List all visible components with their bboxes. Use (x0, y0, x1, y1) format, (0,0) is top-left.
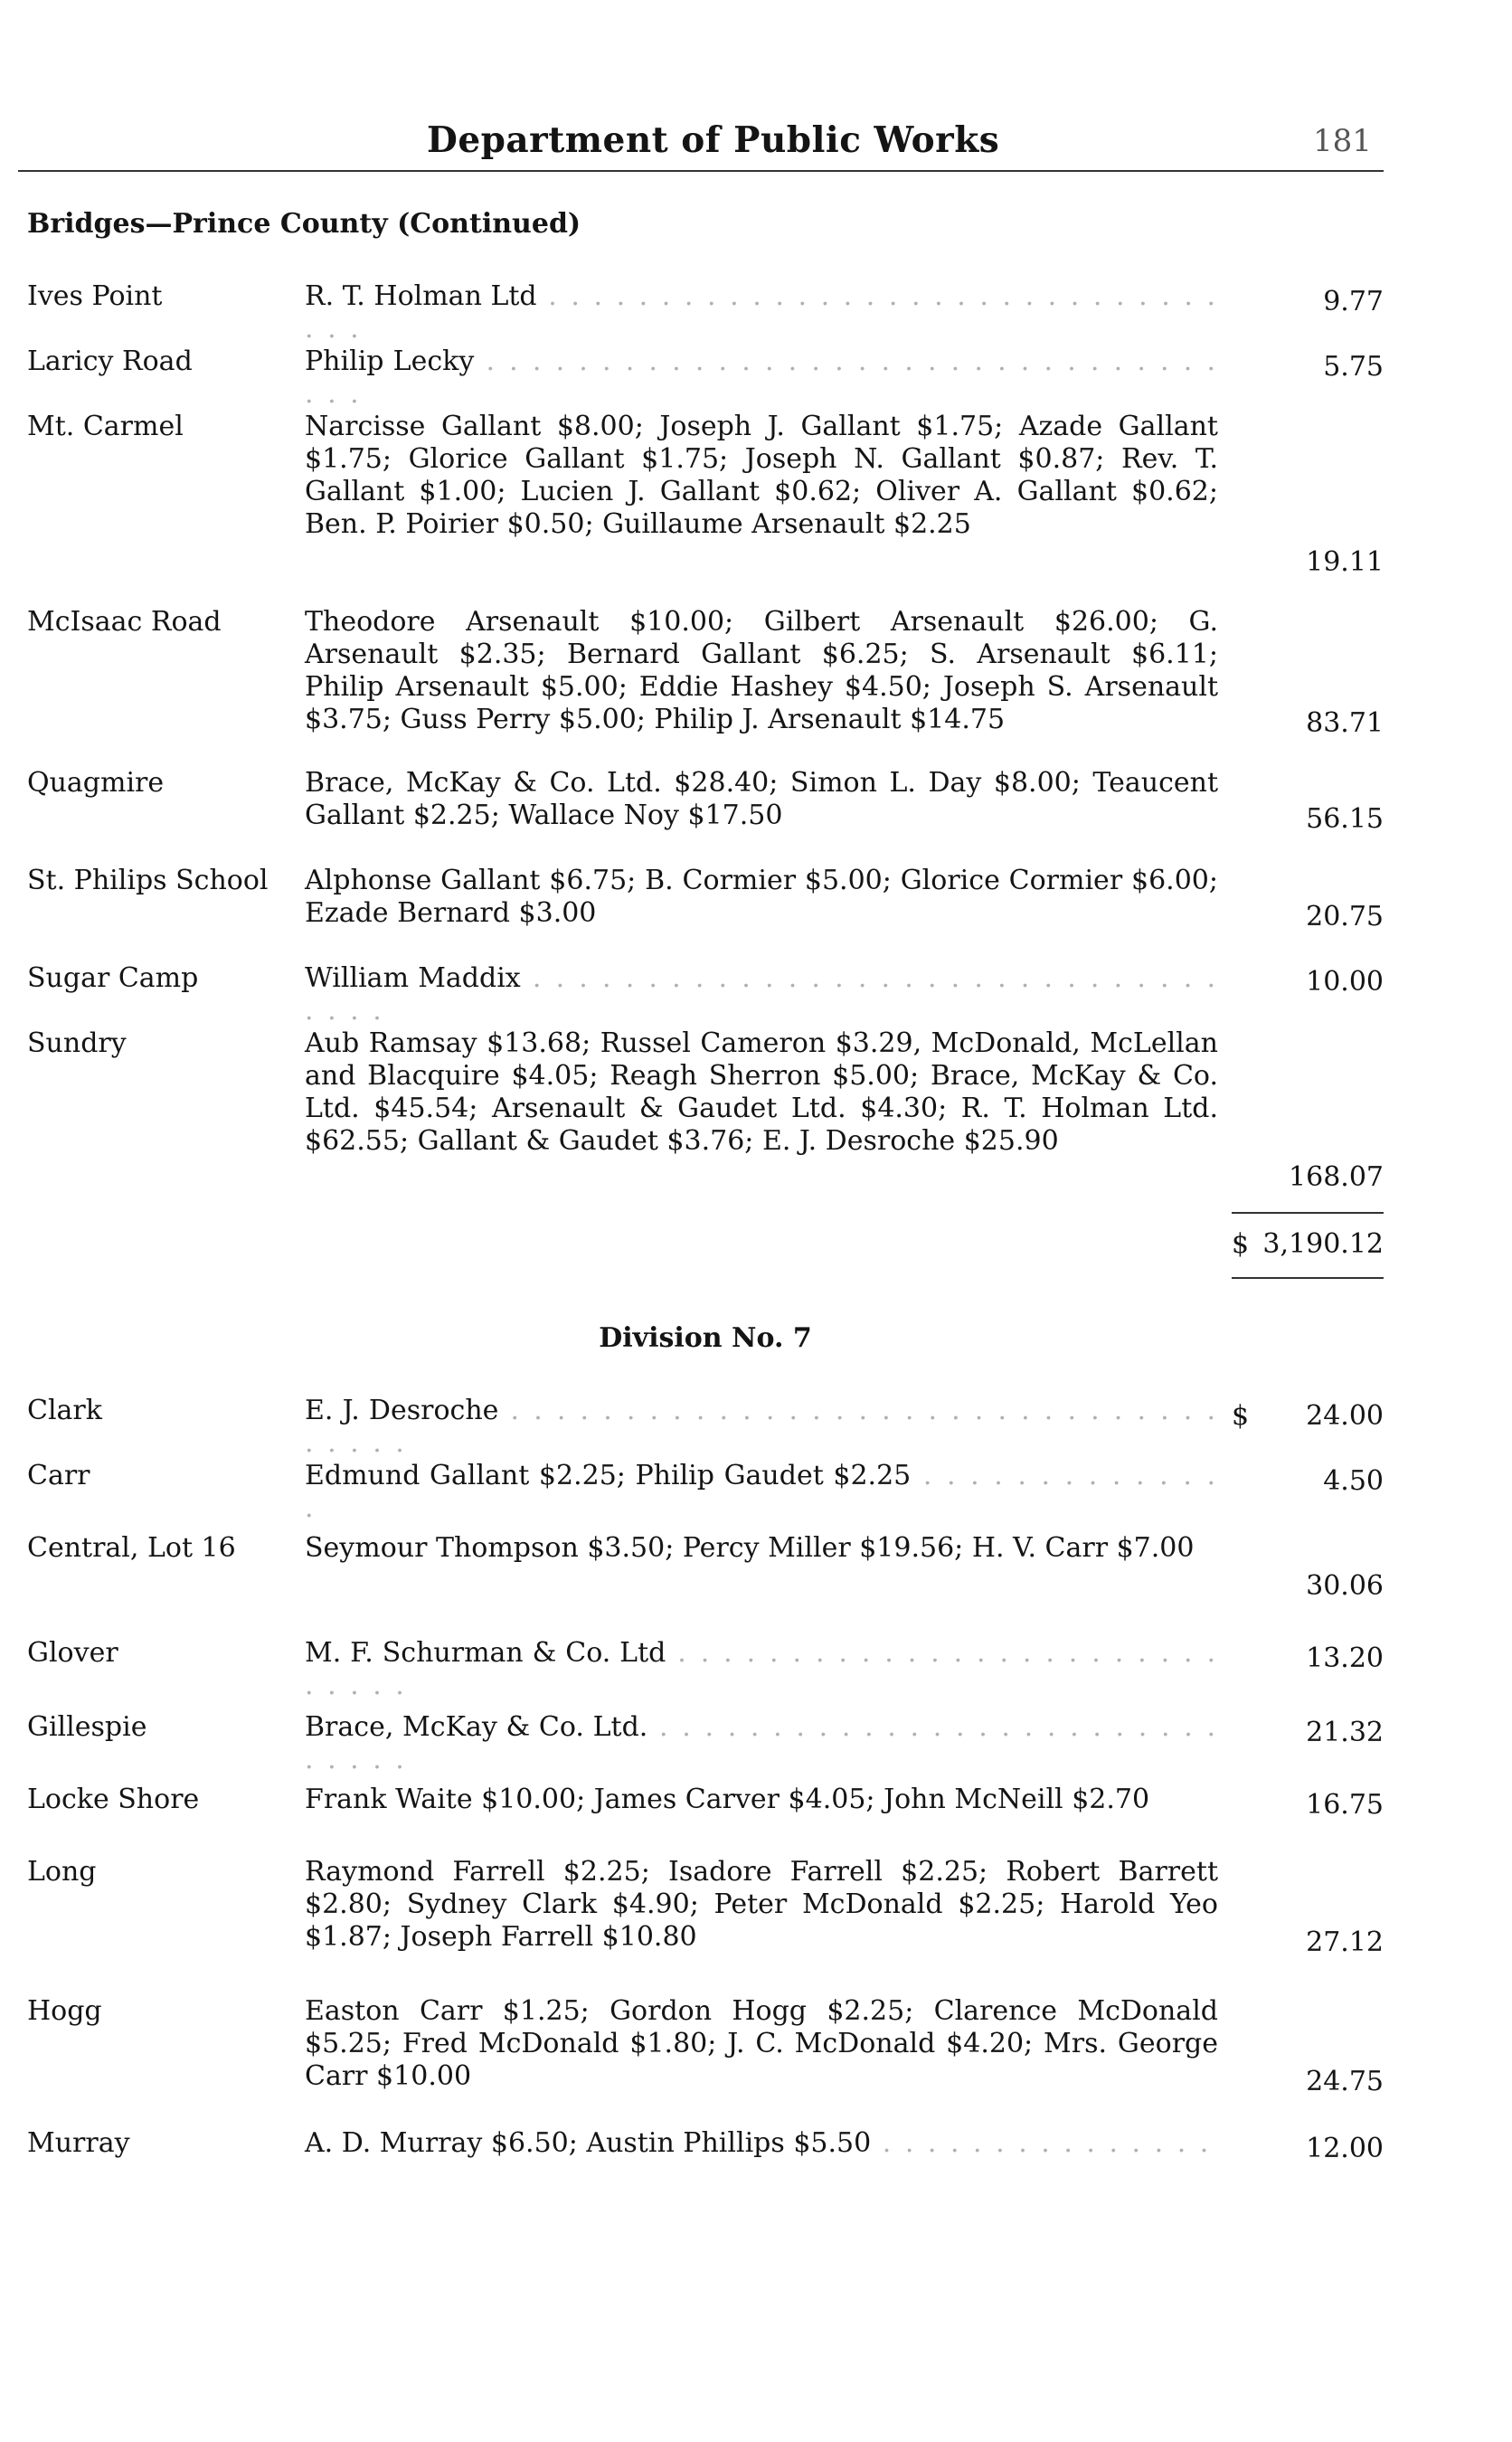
page-number: 181 (1313, 123, 1372, 159)
place-name: Mt. Carmel (27, 411, 184, 442)
amount: 168.07 (1289, 1161, 1384, 1193)
place-name: Sundry (27, 1027, 127, 1059)
amount: 24.00 (1306, 1400, 1384, 1432)
amount: 21.32 (1306, 1717, 1384, 1748)
amount: 30.06 (1306, 1570, 1384, 1602)
currency-symbol: $ (1232, 1400, 1250, 1432)
amount: 12.00 (1306, 2133, 1384, 2164)
place-name: Hogg (27, 1995, 102, 2027)
amount: 4.50 (1323, 1465, 1384, 1497)
place-name: Locke Shore (27, 1784, 200, 1815)
payee-list: William Maddix . . . . . . . . . . . . . . . . . . . . . . . . . . . . . . . . . . (305, 962, 1218, 1027)
payee-list: Frank Waite $10.00; James Carver $4.05; John McNeill $2.70 (305, 1784, 1150, 1815)
place-name: Laricy Road (27, 345, 193, 377)
place-name: Murray (27, 2127, 130, 2159)
payee-list: R. T. Holman Ltd . . . . . . . . . . . . . . . . . . . . . . . . . . . . . . . . . (305, 280, 1219, 345)
page-header (18, 116, 1384, 174)
amount: 19.11 (1306, 546, 1384, 578)
amount: 27.12 (1306, 1926, 1384, 1958)
payee-list: A. D. Murray $6.50; Austin Phillips $5.50 . . . . . . . . . . . . . . . (305, 2127, 1212, 2159)
amount: 13.20 (1306, 1642, 1384, 1674)
place-name: Quagmire (27, 767, 165, 799)
payee-list: Philip Lecky . . . . . . . . . . . . . . . . . . . . . . . . . . . . . . . . . . . (305, 345, 1219, 410)
total-rule (1232, 1212, 1384, 1214)
amount: 5.75 (1323, 351, 1384, 383)
place-name: Ives Point (27, 280, 163, 312)
payee-list: Brace, McKay & Co. Ltd. . . . . . . . . . . . . . . . . . . . . . . . . . . . . . . (305, 1711, 1218, 1775)
section-heading: Bridges—Prince County (Continued) (27, 208, 581, 240)
header-rule (18, 170, 1384, 172)
payee-list: E. J. Desroche . . . . . . . . . . . . . . . . . . . . . . . . . . . . . . . . . . . . (305, 1395, 1218, 1459)
payee-list: Aub Ramsay $13.68; Russel Cameron $3.29, McDonald, McLellan and Blacquire $4.05; Reagh Sherron $5.00; Brace, McKay & Co. Ltd. $45.54; Arsenault & Gaudet Ltd. $4.30; R. T. Holman Ltd. $62.55; Gallant & Gaudet $3.76; E. J. Desroche $25.90 (305, 1027, 1218, 1157)
place-name: Carr (27, 1460, 90, 1491)
payee-list: Brace, McKay & Co. Ltd. $28.40; Simon L. Day $8.00; Teaucent Gallant $2.25; Wallace Noy $17.50 (305, 767, 1218, 831)
amount: 83.71 (1306, 707, 1384, 739)
amount: 16.75 (1306, 1789, 1384, 1821)
place-name: Glover (27, 1637, 118, 1669)
payee-list: Raymond Farrell $2.25; Isadore Farrell $2.25; Robert Barrett $2.80; Sydney Clark $4.90; Peter McDonald $2.25; Harold Yeo $1.87; Joseph Farrell $10.80 (305, 1856, 1218, 1953)
place-name: Clark (27, 1395, 102, 1426)
currency-symbol: $ (1232, 1228, 1250, 1260)
place-name: St. Philips School (27, 865, 269, 896)
section-total: 3,190.12 (1262, 1228, 1384, 1260)
place-name: Gillespie (27, 1711, 147, 1743)
payee-list: Alphonse Gallant $6.75; B. Cormier $5.00; Glorice Cormier $6.00; Ezade Bernard $3.00 (305, 865, 1218, 929)
amount: 20.75 (1306, 901, 1384, 932)
amount: 56.15 (1306, 803, 1384, 835)
place-name: Sugar Camp (27, 962, 199, 994)
division-heading: Division No. 7 (599, 1322, 812, 1354)
place-name: McIsaac Road (27, 606, 222, 638)
payee-list: Narcisse Gallant $8.00; Joseph J. Gallant $1.75; Azade Gallant $1.75; Glorice Gallant $1.75; Joseph N. Gallant $0.87; Rev. T. Gallant $1.00; Lucien J. Gallant $0.62; Oliver A. Gallant $0.62; Ben. P. Poirier $0.50; Guillaume Arsenault $2.25 (305, 411, 1218, 540)
amount: 9.77 (1323, 286, 1384, 317)
total-rule (1232, 1277, 1384, 1279)
payee-list: Seymour Thompson $3.50; Percy Miller $19.56; H. V. Carr $7.00 (305, 1532, 1195, 1564)
page-title: Department of Public Works (427, 119, 1000, 161)
payee-list: M. F. Schurman & Co. Ltd . . . . . . . . . . . . . . . . . . . . . . . . . . . . . (305, 1637, 1219, 1701)
payee-list: Edmund Gallant $2.25; Philip Gaudet $2.25 . . . . . . . . . . . . . . (305, 1460, 1218, 1524)
amount: 24.75 (1306, 2066, 1384, 2097)
amount: 10.00 (1306, 966, 1384, 998)
payee-list: Theodore Arsenault $10.00; Gilbert Arsenault $26.00; G. Arsenault $2.35; Bernard Gallant $6.25; S. Arsenault $6.11; Philip Arsenault $5.00; Eddie Hashey $4.50; Joseph S. Arsenault $3.75; Guss Perry $5.00; Philip J. Arsenault $14.75 (305, 606, 1218, 735)
place-name: Central, Lot 16 (27, 1532, 236, 1564)
place-name: Long (27, 1856, 97, 1888)
payee-list: Easton Carr $1.25; Gordon Hogg $2.25; Clarence McDonald $5.25; Fred McDonald $1.80; J. C. McDonald $4.20; Mrs. George Carr $10.00 (305, 1995, 1218, 2092)
